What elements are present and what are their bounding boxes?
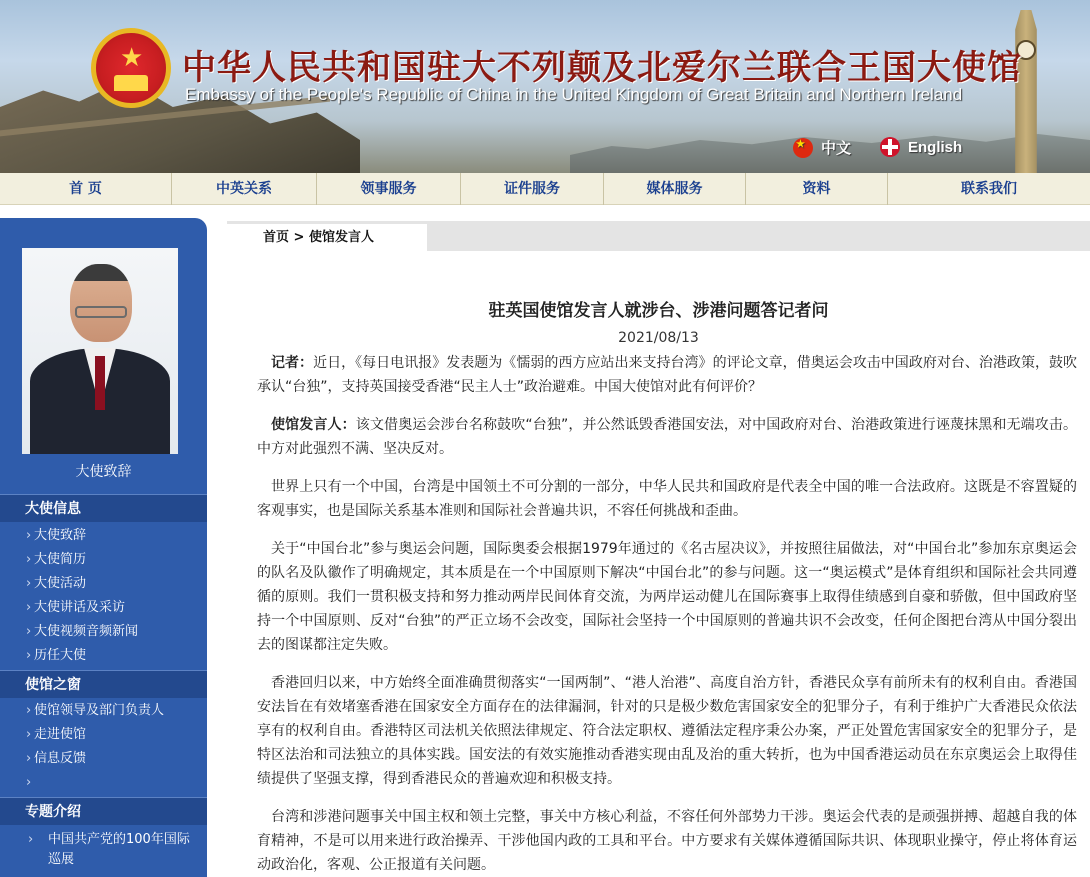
article-paragraph: 香港回归以来，中方始终全面准确贯彻落实“一国两制”、“港人治港”、高度自治方针，香港民众享有前所未有的权利自由。香港国安法旨在有效堵塞香港在国家安全方面存在的法律漏洞，针对的只是极少数危害国家安全的犯罪分子，有利于维护广大香港民众依法享有的权利自由。香港特区司法机关依照法律规定、符合法定职权、遵循法定程序秉公办案，严正处置危害国家安全的犯罪分子，是特区法治和司法独立的具体实践。国安法的有效实施推动香港实现由乱及治的重大转折，也为中国香港运动员在东京奥运会上取得佳绩提供了坚强支撑，得到香港民众的普遍欢迎和积极支持。 [257,675,1077,787]
sidebar-item-speeches-interviews[interactable]: › 大使讲话及采访 [0,596,207,620]
nav-sino-uk-relations[interactable]: 中英关系 [172,173,317,205]
article-paragraph: 世界上只有一个中国，台湾是中国领土不可分割的一部分，中华人民共和国政府是代表全中国的唯一合法政府。这既是不容置疑的客观事实，也是国际关系基本准则和国际社会普遍共识，不容任何挑战和歪曲。 [257,479,1077,519]
sidebar-item-ambassador-message[interactable]: › 大使致辞 [0,524,207,548]
breadcrumb-separator: > [293,230,305,245]
speaker-label: 使馆发言人： [271,417,356,433]
breadcrumb-tab [227,221,427,251]
ambassador-photo[interactable] [22,248,178,454]
sidebar-list-embassy-window [0,699,207,795]
china-flag-icon [793,138,813,158]
main-nav [0,173,1090,205]
article-paragraph: 使馆发言人：该文借奥运会涉台名称鼓吹“台独”，并公然诋毁香港国安法，对中国政府对台、治港政策进行诬蔑抹黑和无端攻击。中方对此强烈不满、坚决反对。 [257,417,1077,457]
breadcrumb [227,221,1090,251]
breadcrumb-home-link[interactable]: 首页 [263,230,290,245]
article-date: 2021/08/13 [618,330,699,346]
nav-media-services[interactable]: 媒体服务 [604,173,746,205]
language-label-chinese: 中文 [821,140,852,157]
sidebar-item-feedback[interactable]: › 信息反馈 [0,747,207,771]
sidebar-item-empty[interactable] [0,771,207,795]
sidebar-item-ambassador-bio[interactable]: › 大使简历 [0,548,207,572]
nav-contact-us[interactable]: 联系我们 [961,181,1017,197]
england-flag-icon [880,137,900,157]
sidebar-item-cpc-100-exhibition[interactable]: › 中国共产党的100年国际巡展 [0,826,207,870]
tiananmen-gate-icon [114,75,148,91]
sidebar-item-ambassador-activities[interactable]: › 大使活动 [0,572,207,596]
nav-document-services[interactable]: 证件服务 [461,173,604,205]
nav-resources[interactable]: 资料 [746,173,888,205]
article-paragraph: 关于“中国台北”参与奥运会问题，国际奥委会根据1979年通过的《名古屋决议》，并按照往届做法，对“中国台北”参加东京奥运会的队名及队徽作了明确规定，其本质是在一个中国原则下解决“中国台北”的参与问题。这一“奥运模式”是体育组织和国际社会共同遵循的原则。我们一贯积极支持和努力推动两岸民间体育交流，为两岸运动健儿在国际赛事上取得佳绩感到自豪和骄傲，但中国政府坚持一个中国原则、反对“台独”的严正立场不会改变，国际社会坚持一个中国原则的普遍共识不会改变，任何企图把台湾从中国分裂出去的图谋都注定失败。 [257,541,1077,653]
star-icon: ★ [120,43,144,73]
sidebar-item-video-audio-news[interactable]: › 大使视频音频新闻 [0,620,207,644]
sidebar-section-embassy-window: 使馆之窗 [0,670,207,698]
nav-home[interactable]: 首 页 [0,173,172,205]
article-body [257,351,1077,877]
article-paragraph: 记者：近日，《每日电讯报》发表题为《懦弱的西方应站出来支持台湾》的评论文章，借奥运会攻击中国政府对台、治港政策，鼓吹承认“台独”，支持英国接受香港“民主人士”政治避难。中国大使馆对此有何评价？ [257,355,1078,395]
language-label-english: English [908,138,963,156]
language-switch-chinese[interactable] [793,137,851,158]
sidebar [0,218,207,877]
sidebar-item-visit-embassy[interactable]: › 走进使馆 [0,723,207,747]
header-banner [0,0,1090,173]
article-title: 驻英国使馆发言人就涉台、涉港问题答记者问 [488,301,829,321]
speaker-label: 记者： [271,355,314,371]
ambassador-photo-caption[interactable]: 大使致辞 [75,464,132,480]
breadcrumb-current-link[interactable]: 使馆发言人 [308,230,374,245]
nav-consular-services[interactable]: 领事服务 [317,173,461,205]
sidebar-item-embassy-leaders[interactable]: › 使馆领导及部门负责人 [0,699,207,723]
article-paragraph: 台湾和涉港问题事关中国主权和领土完整，事关中方核心利益，不容任何外部势力干涉。奥运会代表的是顽强拼搏、超越自我的体育精神，不是可以用来进行政治操弄、干涉他国内政的工具和平台。中方要求有关媒体遵循国际共识、体现职业操守，停止将体育运动政治化，客观、公正报道有关问题。 [257,809,1077,873]
language-switch-english[interactable] [880,137,962,157]
sidebar-item-former-ambassadors[interactable]: › 历任大使 [0,644,207,668]
sidebar-list-special-topics [0,826,207,870]
sidebar-list-ambassador-info [0,524,207,668]
national-emblem-icon [91,28,171,108]
sidebar-section-ambassador-info: 大使信息 [0,494,207,522]
site-title-cn: 中华人民共和国驻大不列颠及北爱尔兰联合王国大使馆 [182,48,1022,88]
sidebar-section-special-topics: 专题介绍 [0,797,207,825]
site-title-en: Embassy of the People's Republic of China in the United Kingdom of Great Britain and Northern Ireland [185,85,963,104]
